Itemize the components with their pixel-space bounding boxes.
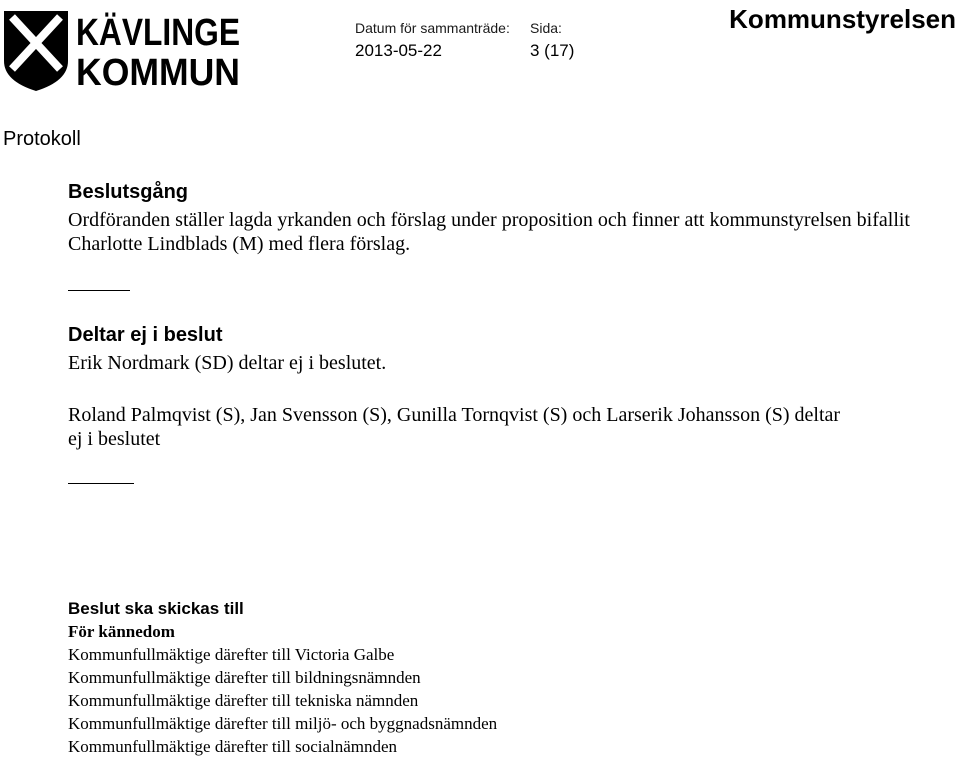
section-beslutsgang	[68, 180, 948, 256]
section-subheading: För kännedom	[68, 622, 175, 641]
document-type: Protokoll	[3, 128, 81, 150]
divider-rule	[68, 290, 130, 291]
section-distribution	[68, 597, 948, 758]
page-number-value: 3 (17)	[530, 41, 575, 60]
meeting-date-block	[355, 20, 510, 59]
municipality-logo	[2, 5, 273, 94]
logo-line2: KOMMUN	[76, 52, 240, 94]
section-paragraph: Roland Palmqvist (S), Jan Svensson (S), Gunilla Tornqvist (S) och Larserik Johansson (S) deltar ej i beslutet	[68, 404, 841, 450]
divider-rule	[68, 483, 134, 484]
recipient-list	[68, 643, 948, 758]
recipient-item: Kommunfullmäktige därefter till tekniska nämnden	[68, 691, 419, 710]
page-number-label: Sida:	[530, 20, 562, 36]
body-title: Kommunstyrelsen	[729, 4, 956, 34]
recipient-item: Kommunfullmäktige därefter till bildningsnämnden	[68, 668, 421, 687]
section-heading: Beslut ska skickas till	[68, 599, 244, 618]
recipient-item: Kommunfullmäktige därefter till socialnämnden	[68, 737, 398, 756]
recipient-item: Kommunfullmäktige därefter till Victoria Galbe	[68, 645, 395, 664]
logo-line1: KÄVLINGE	[76, 12, 273, 54]
recipient-item: Kommunfullmäktige därefter till miljö- och byggnadsnämnden	[68, 714, 498, 733]
section-paragraph: Ordföranden ställer lagda yrkanden och förslag under proposition och finner att kommunstyrelsen bifallit Charlotte Lindblads (M) med flera förslag.	[68, 209, 910, 255]
section-deltar-ej	[68, 323, 948, 451]
section-heading: Beslutsgång	[68, 181, 189, 203]
logo-graphic	[2, 5, 273, 94]
page-number-block	[530, 20, 574, 59]
section-paragraph: Erik Nordmark (SD) deltar ej i beslutet.	[68, 352, 387, 374]
meeting-date-label: Datum för sammanträde:	[355, 20, 510, 36]
meeting-date-value: 2013-05-22	[355, 41, 442, 60]
section-heading: Deltar ej i beslut	[68, 324, 223, 346]
